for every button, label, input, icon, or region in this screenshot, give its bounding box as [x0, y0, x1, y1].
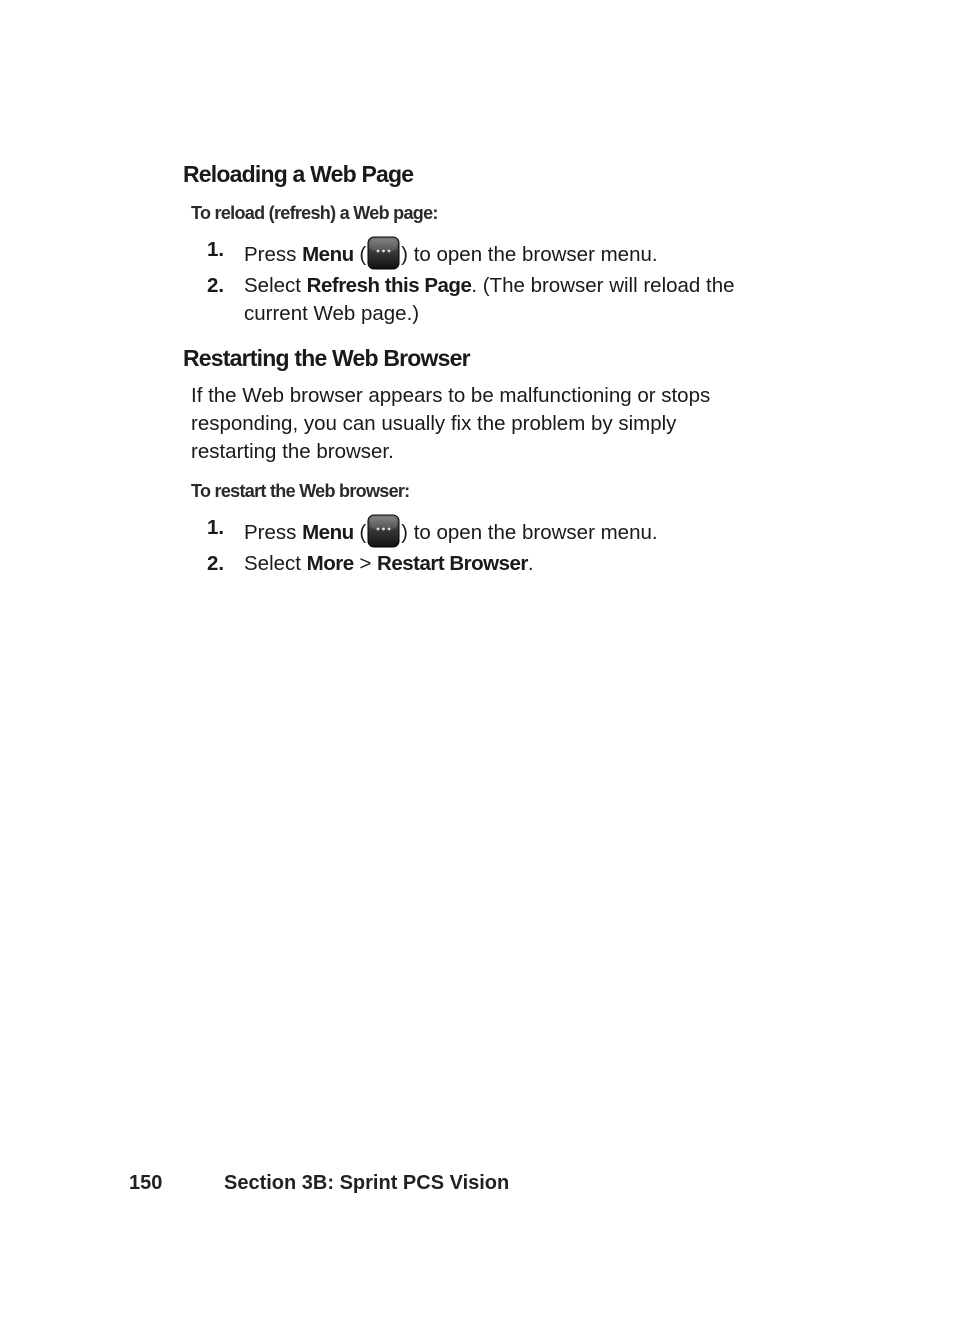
menu-label: Menu	[302, 521, 354, 544]
step-reload-1	[207, 236, 767, 270]
footer-section-title: Section 3B: Sprint PCS Vision	[224, 1172, 510, 1194]
menu-key-icon	[367, 514, 400, 548]
step-text: Select Refresh this Page. (The browser will reload the current Web page.)	[244, 274, 735, 325]
step-restart-2	[207, 550, 767, 578]
menu-key-icon	[367, 236, 400, 270]
step-text: Press Menu ( ) to open the browser menu.	[244, 236, 767, 270]
step-text: Press Menu ( ) to open the browser menu.	[244, 514, 767, 548]
step-number: 2.	[207, 552, 225, 575]
menu-label: Menu	[302, 243, 354, 266]
section-heading-reloading: Reloading a Web Page	[183, 161, 414, 187]
more-label: More	[306, 552, 354, 575]
step-reload-2	[207, 272, 767, 328]
section-heading-restarting: Restarting the Web Browser	[183, 345, 470, 371]
step-number: 1.	[207, 238, 225, 261]
refresh-this-page-label: Refresh this Page	[306, 274, 472, 297]
step-text: Select More > Restart Browser.	[244, 552, 534, 575]
step-restart-1	[207, 514, 767, 548]
intro-paragraph: If the Web browser appears to be malfunctioning or stops responding, you can usually fix the problem by simply restarting the browser.	[191, 384, 711, 463]
page-number: 150	[129, 1172, 163, 1194]
procedure-title-restart: To restart the Web browser:	[191, 481, 410, 501]
procedure-title-reload: To reload (refresh) a Web page:	[191, 203, 438, 223]
restart-browser-label: Restart Browser	[377, 552, 528, 575]
step-number: 1.	[207, 516, 225, 539]
step-number: 2.	[207, 274, 225, 297]
